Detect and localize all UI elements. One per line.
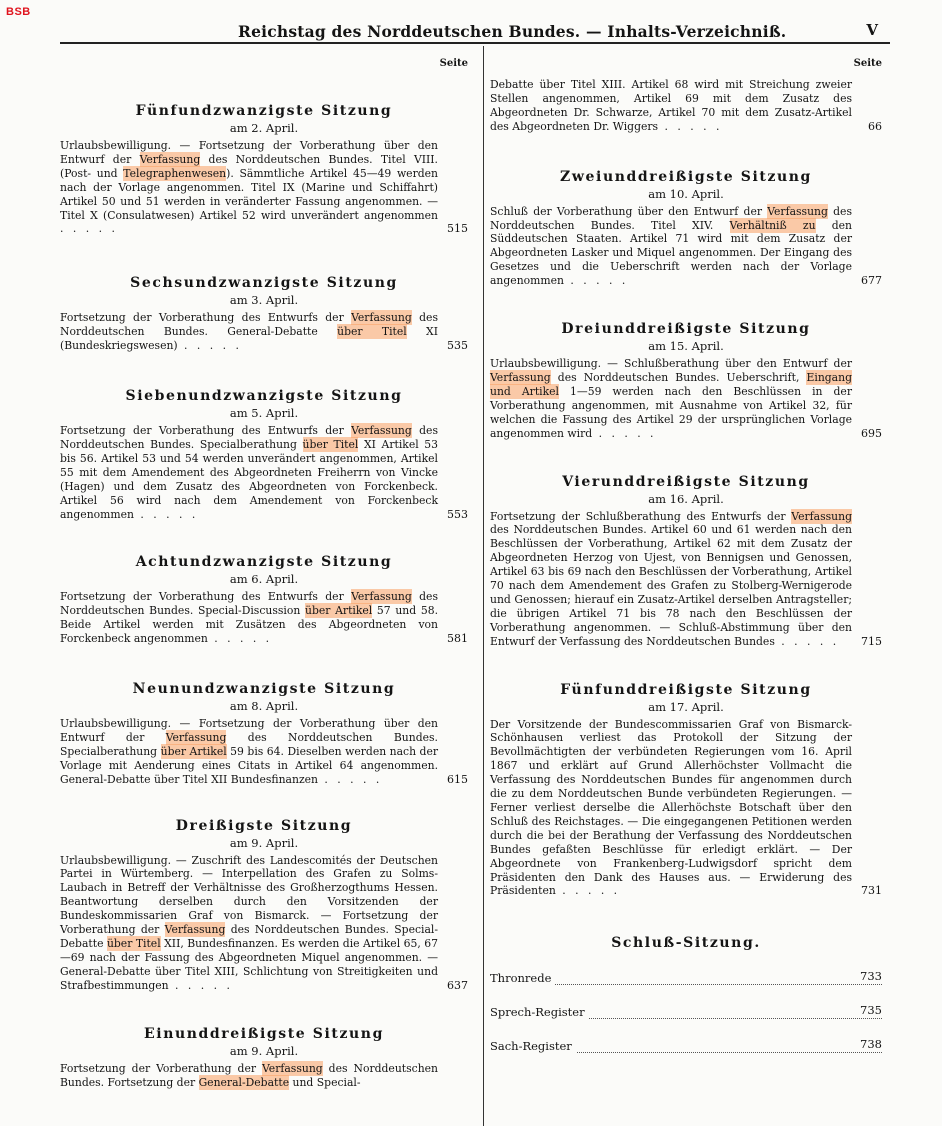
page-reference: 581 bbox=[447, 632, 468, 646]
highlighted-term: über Titel bbox=[337, 325, 407, 339]
session-date: am 6. April. bbox=[229, 572, 299, 587]
text-run: XI (Bundeskriegswesen) bbox=[60, 325, 438, 353]
highlighted-term: Verfassung bbox=[164, 923, 226, 937]
text-run: des Norddeutschen Bundes. Specialberathung bbox=[60, 730, 438, 758]
highlighted-term: Verfassung bbox=[351, 590, 412, 604]
text-run: des Norddeutschen Bundes. Ueberschrift, bbox=[550, 370, 807, 384]
session-entry bbox=[490, 168, 882, 288]
toc-entry bbox=[490, 968, 882, 985]
session-date: am 9. April. bbox=[229, 835, 299, 850]
seite-label: Seite bbox=[853, 58, 882, 69]
highlighted-term: Verfassung bbox=[490, 370, 551, 384]
bsb-watermark: BSB bbox=[6, 6, 31, 18]
leader-dots: . . . . . bbox=[168, 978, 233, 992]
text-run: 59 bis 64. Dieselben werden nach der Vorlage mit Aenderung eines Citats in Artikel 64 angenommen. General-Debatte über Titel XII Bundesfinanzen bbox=[60, 744, 439, 786]
session-title: Fünfunddreißigste Sitzung bbox=[560, 681, 812, 698]
page-reference: 695 bbox=[861, 426, 882, 440]
highlighted-term: General-Debatte bbox=[198, 1075, 290, 1089]
session-title: Vierunddreißigste Sitzung bbox=[562, 473, 810, 490]
text-run: Urlaubsbewilligung. — Zuschrift des Landescomités der Deutschen Partei in Würtemberg. — Interpellation des Grafen zu Solms-Laubach in Betreff der Verhältnisse des Großherzogthums Hessen. Beantwortung derselben durch den Vorsitzenden der Bundeskommissarien Graf von Bismarck. — Fortsetzung der Vorberathung der bbox=[60, 853, 438, 937]
entry-text bbox=[60, 590, 468, 646]
text-run: des Norddeutschen Bundes. Specialberathung bbox=[60, 424, 438, 451]
text-run: Urlaubsbewilligung. — Schlußberathung über den Entwurf der bbox=[490, 357, 852, 371]
toc-entry bbox=[490, 1002, 882, 1019]
leader-dots: . . . . . bbox=[207, 632, 273, 646]
session-title: Siebenundzwanzigste Sitzung bbox=[125, 388, 403, 405]
leader-dots: . . . . . bbox=[60, 222, 118, 236]
text-run: Fortsetzung der Vorberathung des Entwurfs der bbox=[60, 590, 352, 604]
highlighted-term: über Artikel bbox=[305, 604, 373, 618]
text-run: Debatte über Titel XIII. Artikel 68 wird mit Streichung zweier Stellen angenommen, Artikel 69 mit dem Zusatz des Abgeordneten Dr. Schwarze, Artikel 70 mit dem Zusatz-Artikel des Abgeordneten Dr. Wiggers bbox=[490, 78, 852, 133]
text-run: Fortsetzung der Vorberathung der bbox=[60, 1061, 262, 1075]
page-reference: 738 bbox=[856, 1036, 882, 1052]
final-session bbox=[490, 934, 882, 1053]
highlighted-term: Telegraphenwesen bbox=[123, 166, 227, 180]
session-title: Schluß-Sitzung. bbox=[611, 935, 761, 952]
session-entry bbox=[490, 320, 882, 440]
text-run: XI Artikel 53 bis 56. Artikel 53 und 54 werden unverändert angenommen, Artikel 55 mit dem Amendement des Abgeordneten Freiherrn von Vincke (Hagen) und dem Zusatz des Abgeordneten von Forckenbeck. Artikel 56 wird nach dem Amendement von Forckenbeck angenommen bbox=[60, 437, 438, 521]
session-title: Neunundzwanzigste Sitzung bbox=[132, 681, 396, 698]
text-run: und Special- bbox=[289, 1075, 361, 1089]
session-date: am 17. April. bbox=[648, 699, 724, 714]
entry-text bbox=[490, 357, 882, 440]
text-run: ). Sämmtliche Artikel 45—49 werden nach der Vorlage angenommen. Titel IX (Marine und Schiffahrt) Artikel 50 und 51 werden in veränderter Fassung angenommen. — Titel X (Consulatwesen) Artikel 52 wird unverändert angenommen bbox=[60, 166, 438, 222]
text-run: Fortsetzung der Vorberathung des Entwurfs der bbox=[60, 311, 352, 325]
session-date: am 8. April. bbox=[229, 699, 299, 714]
highlighted-term: über Titel bbox=[302, 437, 359, 451]
session-title: Fünfundzwanzigste Sitzung bbox=[135, 103, 393, 119]
highlighted-term: Verfassung bbox=[351, 311, 412, 325]
highlighted-term: Verfassung bbox=[139, 152, 201, 166]
highlighted-term: Verhältniß zu bbox=[729, 218, 816, 232]
column-divider bbox=[483, 46, 484, 1126]
entry-text bbox=[490, 510, 882, 649]
leader-dots: . . . . . bbox=[592, 426, 657, 440]
text-run: des Norddeutschen Bundes. Artikel 60 und 61 werden nach den Beschlüssen der Vorberathung, Artikel 62 mit dem Zusatz der Abgeordneten Herzog von Ujest, von Bennigsen und Genossen, Artikel 63 bis 69 nach den Beschlüssen der Vorberathung, Artikel 70 nach dem Amendement des Grafen zu Stolberg-Wernigerode und Genossen; hierauf ein Zusatz-Artikel derselben Antragsteller; die übrigen Artikel 71 bis 78 nach den Beschlüssen der Vorberathung angenommen. — Schluß-Abstimmung über den Entwurf der Verfassung des Norddeutschen Bundes bbox=[490, 523, 852, 648]
page-header bbox=[60, 20, 890, 44]
entry-text bbox=[490, 718, 882, 899]
highlighted-term: Verfassung bbox=[791, 509, 852, 523]
text-run: Schluß der Vorberathung über den Entwurf der bbox=[490, 204, 768, 218]
leader-dots: . . . . . bbox=[133, 507, 199, 521]
text-run: XII, Bundesfinanzen. Es werden die Artikel 65, 67—69 nach der Fassung des Abgeordneten Miquel angenommen. — General-Debatte über Titel XIII, Schlichtung von Streitigkeiten und Strafbestimmungen bbox=[60, 937, 438, 992]
page-reference: 731 bbox=[861, 884, 882, 898]
highlighted-term: Verfassung bbox=[165, 730, 227, 744]
session-title: Dreißigste Sitzung bbox=[175, 817, 353, 834]
text-run: Urlaubsbewilligung. — Fortsetzung der Vorberathung über den Entwurf der bbox=[60, 139, 438, 166]
session-entry bbox=[490, 681, 882, 899]
page-reference: 535 bbox=[447, 339, 468, 353]
entry-text bbox=[60, 311, 468, 353]
entry-text bbox=[490, 205, 882, 288]
entry-text bbox=[60, 139, 468, 236]
text-run: Fortsetzung der Vorberathung des Entwurfs der bbox=[60, 424, 352, 438]
left-column bbox=[60, 58, 468, 1089]
highlighted-term: Verfassung bbox=[262, 1061, 323, 1075]
toc-entry bbox=[490, 1036, 882, 1053]
session-date: am 15. April. bbox=[648, 339, 724, 354]
page-reference: 515 bbox=[447, 222, 468, 236]
session-date: am 10. April. bbox=[648, 186, 724, 201]
session-title: Dreiunddreißigste Sitzung bbox=[561, 321, 811, 338]
page-reference: 637 bbox=[447, 978, 468, 992]
session-title: Achtundzwanzigste Sitzung bbox=[135, 554, 393, 571]
session-entry bbox=[490, 473, 882, 649]
entry-text bbox=[60, 854, 468, 993]
page-title: Reichstag des Norddeutschen Bundes. — Inhalts-Verzeichniß. bbox=[238, 22, 787, 41]
highlighted-term: Eingang und Artikel bbox=[490, 370, 852, 398]
page-reference: 66 bbox=[868, 119, 882, 133]
leader-dots: . . . . . bbox=[563, 274, 629, 288]
session-date: am 5. April. bbox=[229, 406, 299, 421]
toc-label: Thronrede bbox=[490, 971, 555, 985]
session-entry bbox=[60, 680, 468, 787]
session-entry bbox=[60, 274, 468, 353]
entry-text bbox=[490, 78, 882, 134]
page-reference: 715 bbox=[861, 634, 882, 648]
text-run: 1—59 werden nach den Beschlüssen in der Vorberathung angenommen, mit Ausnahme von Artikel 32, für welchen die Fassung des Artikel 29 der ursprünglichen Vorlage angenommen wird bbox=[490, 384, 852, 440]
page-number: V bbox=[866, 21, 878, 39]
leader-dots: . . . . . bbox=[555, 884, 621, 898]
entry-text bbox=[60, 1062, 468, 1090]
text-run: Urlaubsbewilligung. — Fortsetzung der Vorberathung über den Entwurf der bbox=[60, 717, 438, 744]
text-run: 57 und 58. Beide Artikel werden mit Zusätzen des Abgeordneten von Forckenbeck angenommen bbox=[60, 604, 438, 646]
session-date: am 16. April. bbox=[648, 491, 724, 506]
text-run: den Süddeutschen Staaten. Artikel 71 wird mit dem Zusatz der Abgeordneten Lasker und Miquel angenommen. Der Eingang des Gesetzes und die Ueberschrift werden nach der Vorlage angenommen bbox=[490, 218, 852, 288]
session-title: Zweiunddreißigste Sitzung bbox=[560, 168, 812, 185]
session-entry bbox=[60, 553, 468, 646]
toc-label: Sach-Register bbox=[490, 1039, 576, 1053]
leader-dots: . . . . . bbox=[658, 119, 723, 133]
page-reference: 553 bbox=[447, 507, 468, 521]
text-run: des Norddeutschen Bundes. General-Debatte bbox=[60, 311, 438, 339]
text-run: des Norddeutschen Bundes. Titel VIII. (Post- und bbox=[60, 152, 438, 180]
session-entry bbox=[60, 1025, 468, 1090]
highlighted-term: Verfassung bbox=[767, 204, 828, 218]
text-run: des Norddeutschen Bundes. Fortsetzung der bbox=[60, 1061, 438, 1089]
leader-dots: . . . . . bbox=[317, 772, 383, 786]
seite-label: Seite bbox=[439, 58, 468, 69]
page-reference: 735 bbox=[856, 1002, 882, 1018]
leader-dots: . . . . . bbox=[177, 339, 242, 353]
highlighted-term: über Titel bbox=[106, 937, 161, 950]
session-title: Einunddreißigste Sitzung bbox=[144, 1025, 384, 1042]
session-entry bbox=[60, 817, 468, 993]
leader-dots: . . . . . bbox=[774, 634, 840, 648]
page-reference: 677 bbox=[861, 274, 882, 288]
session-entry bbox=[60, 387, 468, 521]
entry-text bbox=[60, 717, 468, 787]
highlighted-term: über Artikel bbox=[160, 744, 227, 758]
text-run: Der Vorsitzende der Bundescommissarien Graf von Bismarck-Schönhausen verliest das Protokoll der Sitzung der Bevollmächtigten der verbündeten Regierungen vom 16. April 1867 und erklärt auf Grund Allerhöchster Vollmacht die Verfassung des Norddeutschen Bundes für angenommen durch die zu dem Norddeutschen Bunde verbündeten Regierungen. — Ferner verliest derselbe die Allerhöchste Botschaft über den Schluß des Reichstages. — Die eingegangenen Petitionen werden durch die bei der Berathung der Verfassung des Norddeutschen Bundes gefaßten Beschlüsse für erledigt erklärt. — Der Abgeordnete von Frankenberg-Ludwigsdorf spricht dem Präsidenten den Dank des Hauses aus. — Erwiderung des Präsidenten bbox=[490, 717, 852, 898]
text-run: des Norddeutschen Bundes. Special-Discussion bbox=[60, 590, 438, 618]
highlighted-term: Verfassung bbox=[351, 424, 412, 438]
toc-label: Sprech-Register bbox=[490, 1005, 589, 1019]
session-date: am 9. April. bbox=[229, 1043, 299, 1058]
text-run: des Norddeutschen Bundes. Titel XIV. bbox=[490, 204, 852, 232]
session-entry bbox=[60, 102, 468, 236]
right-column bbox=[490, 58, 882, 1070]
session-date: am 2. April. bbox=[229, 121, 299, 135]
session-date: am 3. April. bbox=[229, 293, 299, 308]
entry-text bbox=[60, 424, 468, 521]
session-title: Sechsundzwanzigste Sitzung bbox=[130, 275, 398, 292]
text-run: des Norddeutschen Bundes. Special-Debatte bbox=[60, 923, 439, 950]
text-run: Fortsetzung der Schlußberathung des Entwurfs der bbox=[490, 509, 792, 523]
page-reference: 615 bbox=[447, 772, 468, 786]
toc-list bbox=[490, 968, 882, 1053]
page-reference: 733 bbox=[856, 968, 882, 984]
